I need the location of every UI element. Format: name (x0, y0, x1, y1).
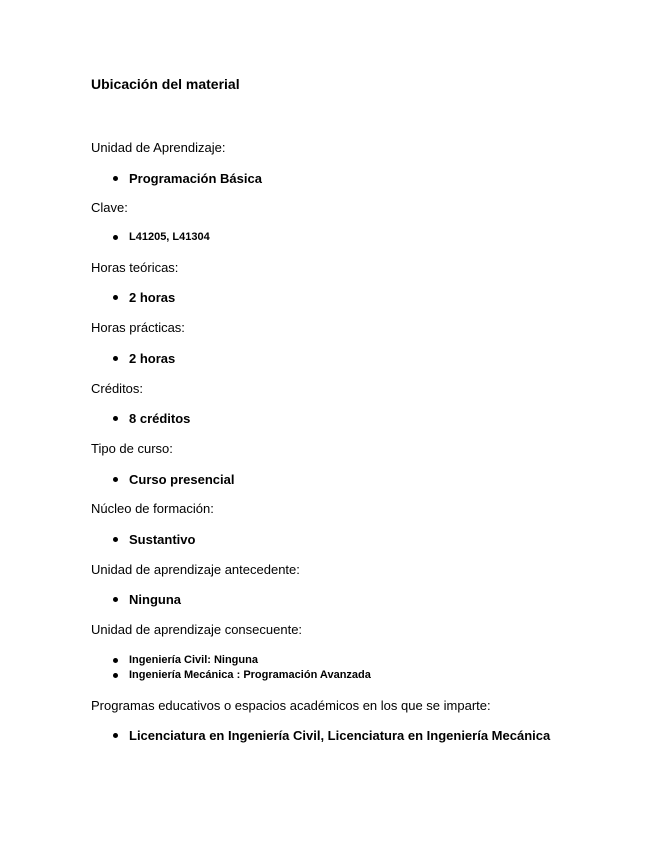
field-value-antecedente: Ninguna (129, 592, 181, 607)
field-label-antecedente: Unidad de aprendizaje antecedente: (91, 562, 300, 577)
field-value-nucleo: Sustantivo (129, 532, 196, 547)
page-title: Ubicación del material (91, 76, 240, 92)
field-label-clave: Clave: (91, 200, 128, 215)
field-value-tipo-curso: Curso presencial (129, 472, 235, 487)
bullet-icon (113, 477, 118, 482)
field-label-consecuente: Unidad de aprendizaje consecuente: (91, 622, 303, 637)
bullet-icon (113, 356, 118, 361)
bullet-icon (113, 537, 118, 542)
bullet-icon (113, 733, 118, 738)
field-value-programas: Licenciatura en Ingeniería Civil, Licenciatura en Ingeniería Mecánica (129, 728, 551, 743)
field-label-horas-teoricas: Horas teóricas: (91, 260, 179, 275)
bullet-icon (113, 235, 118, 240)
field-label-programas: Programas educativos o espacios académicos en los que se imparte: (91, 698, 491, 713)
bullet-icon (113, 416, 118, 421)
field-value-clave: L41205, L41304 (129, 231, 210, 243)
field-label-tipo-curso: Tipo de curso: (91, 441, 173, 456)
field-label-creditos: Créditos: (91, 381, 144, 396)
field-label-horas-practicas: Horas prácticas: (91, 320, 185, 335)
bullet-icon (113, 673, 118, 678)
field-value-unidad: Programación Básica (129, 171, 262, 186)
field-value-horas-teoricas: 2 horas (129, 290, 176, 305)
field-value-horas-practicas: 2 horas (129, 351, 176, 366)
field-label-nucleo: Núcleo de formación: (91, 501, 214, 516)
field-value-consecuente-1: Ingeniería Civil: Ninguna (129, 654, 258, 666)
bullet-icon (113, 295, 118, 300)
bullet-icon (113, 658, 118, 663)
field-label-unidad: Unidad de Aprendizaje: (91, 140, 226, 155)
bullet-icon (113, 597, 118, 602)
field-value-consecuente-2: Ingeniería Mecánica : Programación Avanzada (129, 669, 371, 681)
field-value-creditos: 8 créditos (129, 411, 191, 426)
bullet-icon (113, 176, 118, 181)
